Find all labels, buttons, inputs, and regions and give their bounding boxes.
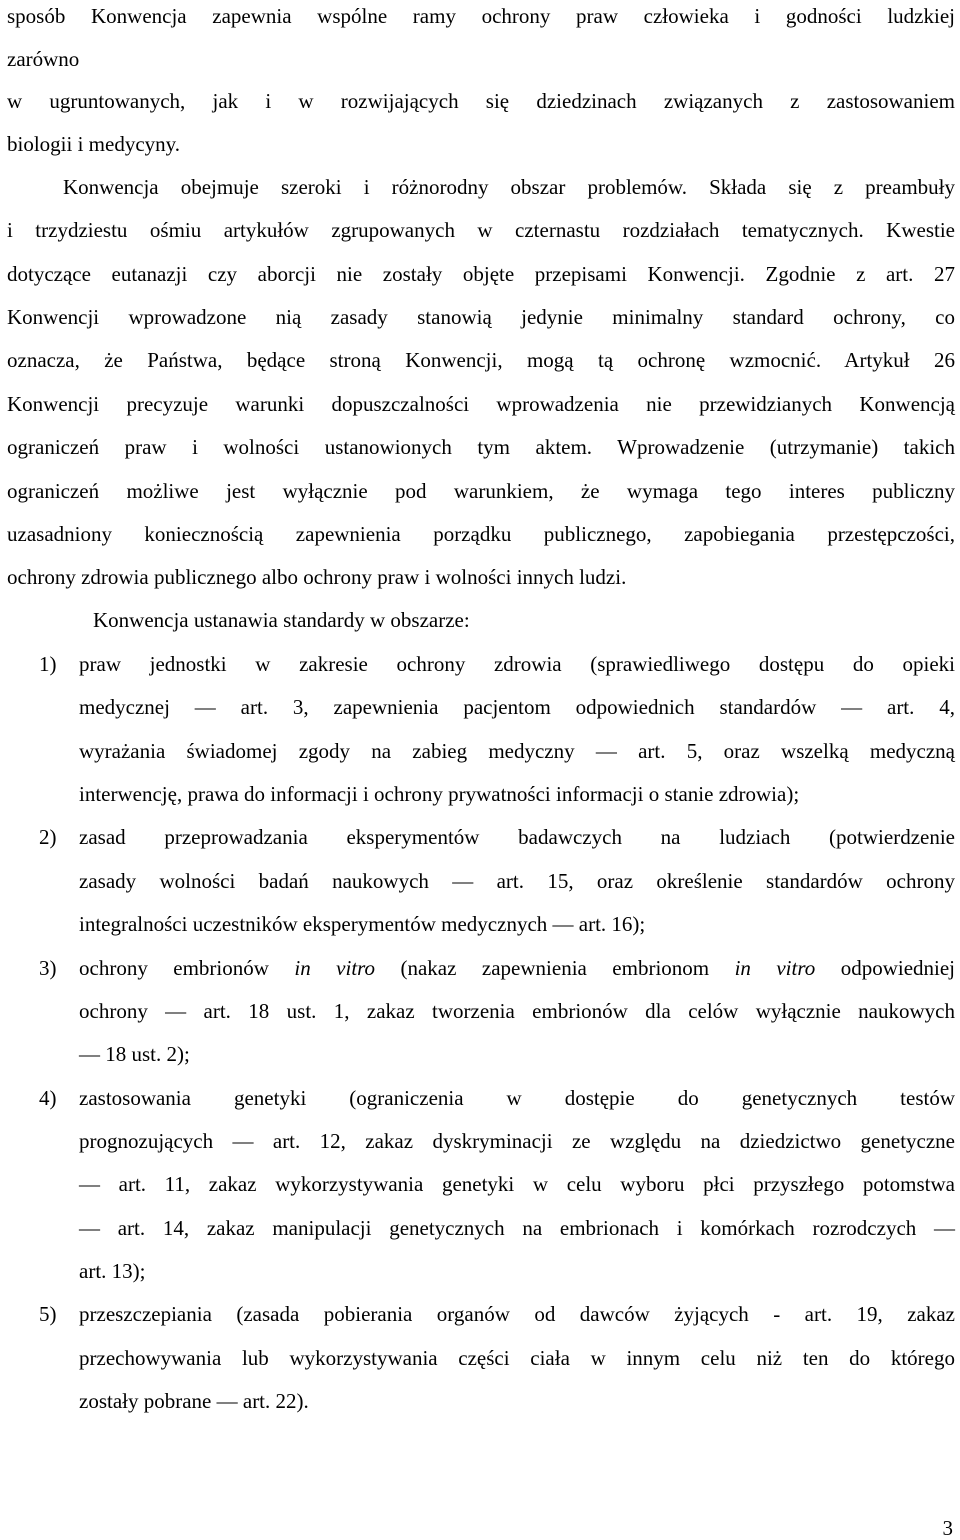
list-number: 4) bbox=[39, 1086, 57, 1110]
text-run: ochrony embrionów bbox=[79, 956, 295, 980]
paragraph-line: ograniczeń możliwe jest wyłącznie pod warunkiem, że wymaga tego interes publiczny bbox=[7, 479, 955, 503]
list-item-line: ochrony — art. 18 ust. 1, zakaz tworzenia embrionów dla celów wyłącznie naukowych bbox=[79, 999, 955, 1023]
paragraph-line: Konwencji precyzuje warunki dopuszczalności wprowadzenia nie przewidzianych Konwencją bbox=[7, 392, 955, 416]
list-item-line: przeszczepiania (zasada pobierania organów od dawców żyjących - art. 19, zakaz bbox=[79, 1302, 955, 1326]
list-item-line: — art. 11, zakaz wykorzystywania genetyki w celu wyboru płci przyszłego potomstwa bbox=[79, 1172, 955, 1196]
list-item-line: zostały pobrane — art. 22). bbox=[79, 1389, 309, 1413]
paragraph-line: w ugruntowanych, jak i w rozwijających się dziedzinach związanych z zastosowaniem bbox=[7, 89, 955, 113]
page-number: 3 bbox=[942, 1516, 953, 1540]
list-item-line: integralności uczestników eksperymentów medycznych — art. 16); bbox=[79, 912, 646, 936]
paragraph-line: ochrony zdrowia publicznego albo ochrony praw i wolności innych ludzi. bbox=[7, 565, 627, 589]
list-item-line: interwencję, prawa do informacji i ochrony prywatności informacji o stanie zdrowia); bbox=[79, 782, 800, 806]
list-item-line: zasad przeprowadzania eksperymentów badawczych na ludziach (potwierdzenie bbox=[79, 825, 955, 849]
list-item-line: zastosowania genetyki (ograniczenia w dostępie do genetycznych testów bbox=[79, 1086, 955, 1110]
list-number: 2) bbox=[39, 825, 57, 849]
list-item-line: przechowywania lub wykorzystywania części ciała w innym celu niż ten do którego bbox=[79, 1346, 955, 1370]
paragraph-line: biologii i medycyny. bbox=[7, 132, 181, 156]
list-item-line bbox=[79, 958, 955, 979]
list-number: 3) bbox=[39, 956, 57, 980]
list-item-line: — art. 14, zakaz manipulacji genetycznych na embrionach i komórkach rozrodczych — bbox=[79, 1216, 955, 1240]
paragraph-line: Konwencji wprowadzone nią zasady stanowią jedynie minimalny standard ochrony, co bbox=[7, 305, 955, 329]
paragraph-line: i trzydziestu ośmiu artykułów zgrupowanych w czternastu rozdziałach tematycznych. Kwestie bbox=[7, 218, 955, 242]
list-item-line: wyrażania świadomej zgody na zabieg medyczny — art. 5, oraz wszelką medyczną bbox=[79, 739, 955, 763]
paragraph-line: oznacza, że Państwa, będące stroną Konwencji, mogą tą ochronę wzmocnić. Artykuł 26 bbox=[7, 348, 955, 372]
text-run: (nakaz zapewnienia embrionom bbox=[375, 956, 735, 980]
list-item-line: art. 13); bbox=[79, 1259, 146, 1283]
list-intro: Konwencja ustanawia standardy w obszarze: bbox=[93, 608, 470, 632]
list-number: 1) bbox=[39, 652, 57, 676]
list-item-line: — 18 ust. 2); bbox=[79, 1042, 190, 1066]
paragraph-line: zarówno bbox=[7, 47, 80, 71]
italic-term: in vitro bbox=[294, 956, 376, 980]
list-item-line: zasady wolności badań naukowych — art. 15, oraz określenie standardów ochrony bbox=[79, 869, 955, 893]
text-run: odpowiedniej bbox=[815, 956, 956, 980]
paragraph-line: Konwencja obejmuje szeroki i różnorodny obszar problemów. Składa się z preambuły bbox=[63, 175, 955, 199]
italic-term: in vitro bbox=[734, 956, 816, 980]
list-item-line: medycznej — art. 3, zapewnienia pacjentom odpowiednich standardów — art. 4, bbox=[79, 695, 955, 719]
list-item-line: praw jednostki w zakresie ochrony zdrowia (sprawiedliwego dostępu do opieki bbox=[79, 652, 955, 676]
paragraph-line: ograniczeń praw i wolności ustanowionych tym aktem. Wprowadzenie (utrzymanie) takich bbox=[7, 435, 955, 459]
paragraph-line: sposób Konwencja zapewnia wspólne ramy ochrony praw człowieka i godności ludzkiej bbox=[7, 4, 955, 28]
list-number: 5) bbox=[39, 1302, 57, 1326]
paragraph-line: dotyczące eutanazji czy aborcji nie zostały objęte przepisami Konwencji. Zgodnie z art. 27 bbox=[7, 262, 955, 286]
list-item-line: prognozujących — art. 12, zakaz dyskryminacji ze względu na dziedzictwo genetyczne bbox=[79, 1129, 955, 1153]
paragraph-line: uzasadniony koniecznością zapewnienia porządku publicznego, zapobiegania przestępczości, bbox=[7, 522, 955, 546]
